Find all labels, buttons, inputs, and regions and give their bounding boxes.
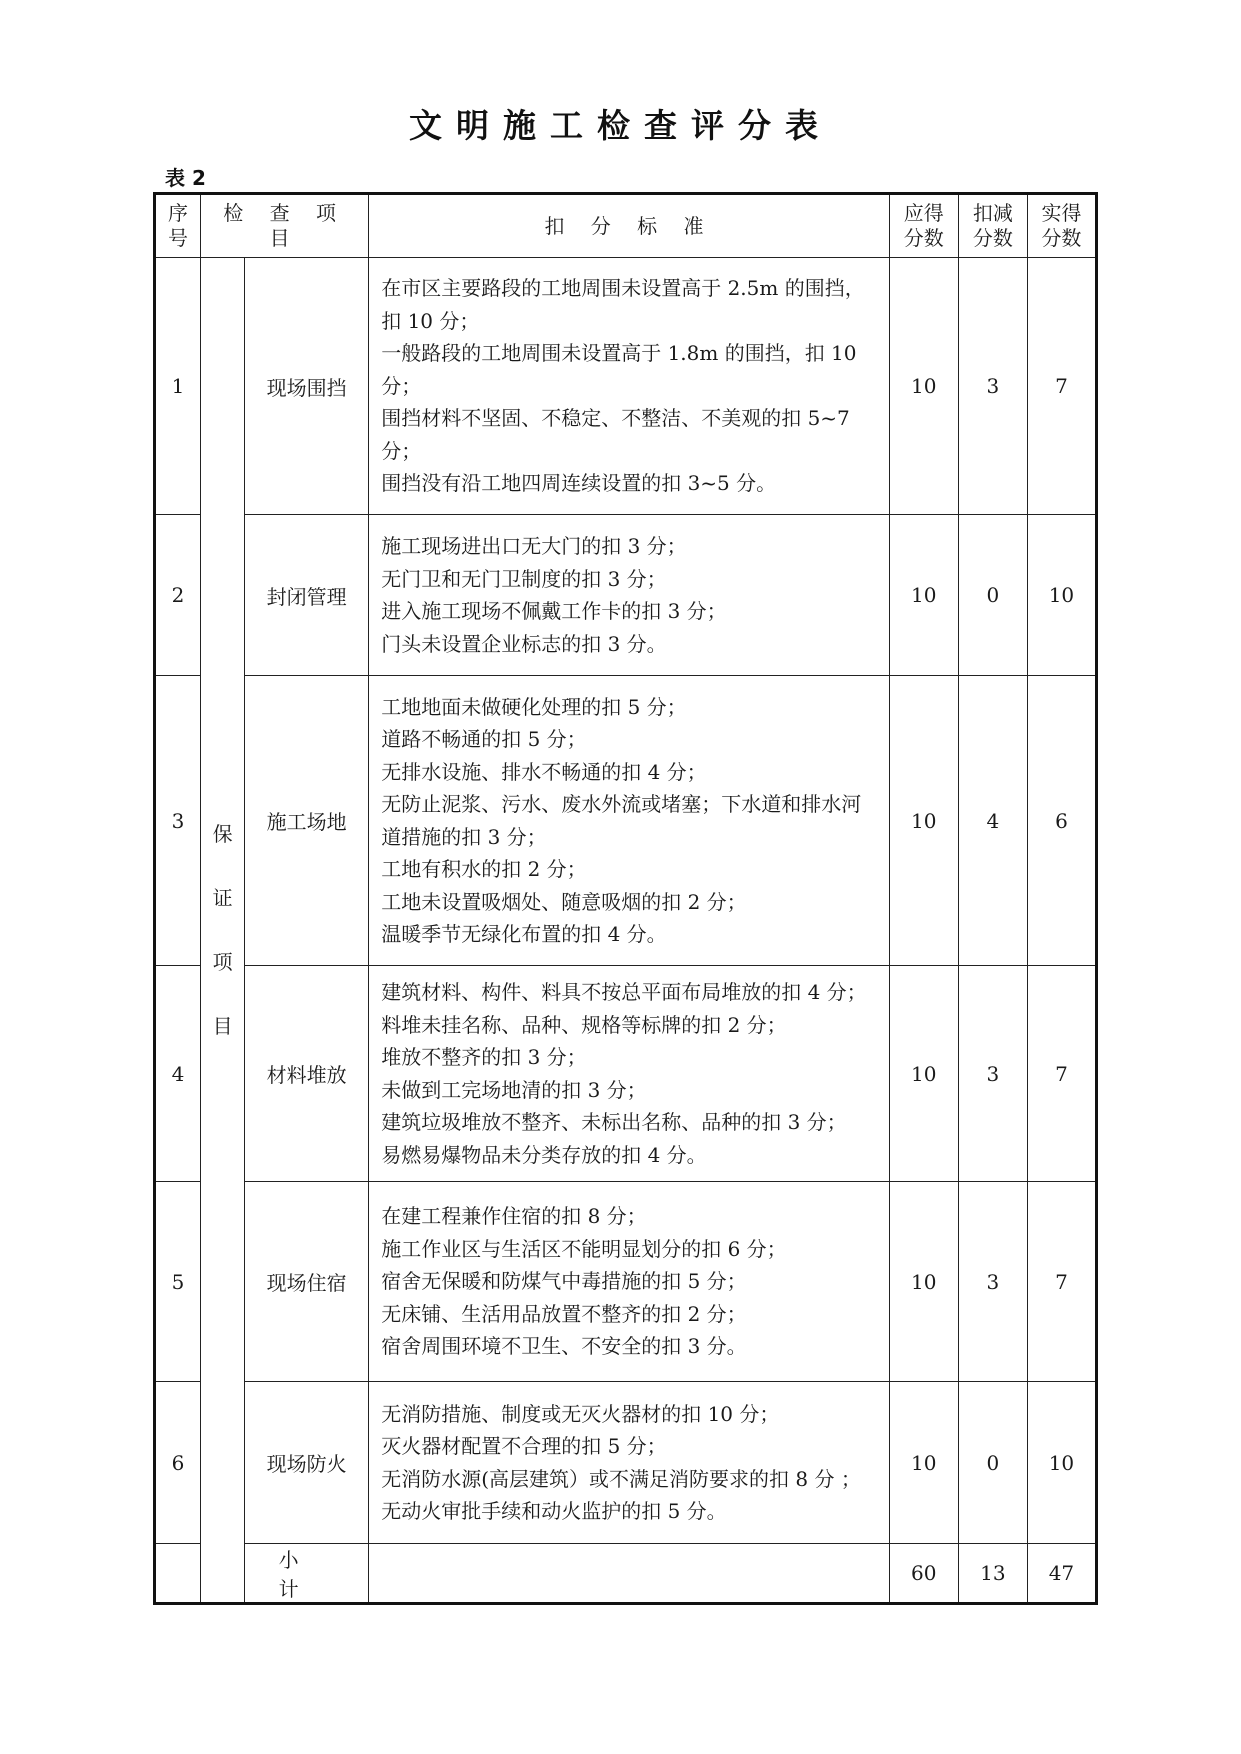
category-char: 证 <box>212 886 233 910</box>
row-seq: 1 <box>155 258 201 515</box>
header-due: 应得分数 <box>889 194 958 258</box>
row-deduct: 3 <box>958 258 1027 515</box>
criteria-line: 门头未设置企业标志的扣 3 分。 <box>381 631 667 656</box>
row-criteria <box>369 258 890 515</box>
subtotal-due: 60 <box>889 1544 958 1604</box>
criteria-line: 未做到工完场地清的扣 3 分； <box>381 1077 647 1102</box>
criteria-line: 工地未设置吸烟处、随意吸烟的扣 2 分； <box>381 889 747 914</box>
row-actual: 7 <box>1027 258 1096 515</box>
header-actual: 实得分数 <box>1027 194 1096 258</box>
row-deduct: 4 <box>958 676 1027 966</box>
criteria-line: 无床铺、生活用品放置不整齐的扣 2 分； <box>381 1301 747 1326</box>
row-actual: 6 <box>1027 676 1096 966</box>
row-criteria <box>369 966 890 1182</box>
row-actual: 7 <box>1027 1182 1096 1382</box>
criteria-line: 在市区主要路段的工地周围未设置高于 2.5m 的围挡，扣 10 分； <box>381 276 865 333</box>
header-criteria: 扣 分 标 准 <box>369 194 890 258</box>
criteria-line: 道路不畅通的扣 5 分； <box>381 727 587 751</box>
criteria-line: 施工作业区与生活区不能明显划分的扣 6 分； <box>381 1236 787 1261</box>
row-deduct: 3 <box>958 966 1027 1182</box>
criteria-line: 一般路段的工地周围未设置高于 1.8m 的围挡，扣 10 分； <box>381 341 857 398</box>
header-deduct: 扣减分数 <box>958 194 1027 258</box>
score-table <box>153 192 1098 1605</box>
header-item: 检 查 项 目 <box>201 194 369 258</box>
criteria-line: 无消防措施、制度或无灭火器材的扣 10 分； <box>381 1401 780 1426</box>
subtotal-actual: 47 <box>1027 1544 1096 1604</box>
criteria-line: 施工现场进出口无大门的扣 3 分； <box>381 534 687 558</box>
row-deduct: 0 <box>958 1382 1027 1544</box>
table-row <box>155 676 1097 966</box>
table-row <box>155 966 1097 1182</box>
criteria-line: 宿舍周围环境不卫生、不安全的扣 3 分。 <box>381 1334 747 1359</box>
criteria-line: 无防止泥浆、污水、废水外流或堵塞；下水道和排水河道措施的扣 3 分； <box>381 792 862 849</box>
row-item: 封闭管理 <box>245 515 369 676</box>
criteria-line: 易燃易爆物品未分类存放的扣 4 分。 <box>381 1142 707 1167</box>
table-row <box>155 258 1097 515</box>
header-seq: 序号 <box>155 194 201 258</box>
criteria-line: 宿舍无保暖和防煤气中毒措施的扣 5 分； <box>381 1269 747 1294</box>
row-due: 10 <box>889 676 958 966</box>
subtotal-seq <box>155 1544 201 1604</box>
criteria-line: 温暖季节无绿化布置的扣 4 分。 <box>381 922 667 946</box>
row-actual: 10 <box>1027 515 1096 676</box>
row-item: 现场住宿 <box>245 1182 369 1382</box>
row-criteria <box>369 1182 890 1382</box>
criteria-line: 建筑垃圾堆放不整齐、未标出名称、品种的扣 3 分； <box>381 1110 847 1134</box>
criteria-line: 无动火审批手续和动火监护的扣 5 分。 <box>381 1499 727 1523</box>
row-criteria <box>369 676 890 966</box>
category-label <box>201 258 245 1604</box>
criteria-line: 工地有积水的扣 2 分； <box>381 857 587 881</box>
criteria-line: 堆放不整齐的扣 3 分； <box>381 1045 587 1069</box>
subtotal-criteria <box>369 1544 890 1604</box>
row-item: 材料堆放 <box>245 966 369 1182</box>
row-seq: 4 <box>155 966 201 1182</box>
header-row <box>155 194 1097 258</box>
row-criteria <box>369 515 890 676</box>
row-actual: 7 <box>1027 966 1096 1182</box>
subtotal-deduct: 13 <box>958 1544 1027 1604</box>
row-deduct: 3 <box>958 1182 1027 1382</box>
row-item: 现场围挡 <box>245 258 369 515</box>
row-due: 10 <box>889 1182 958 1382</box>
table-row <box>155 1382 1097 1544</box>
row-item: 现场防火 <box>245 1382 369 1544</box>
row-due: 10 <box>889 1382 958 1544</box>
row-due: 10 <box>889 966 958 1182</box>
subtotal-label: 小 计 <box>245 1544 369 1604</box>
row-due: 10 <box>889 515 958 676</box>
table-label: 表 2 <box>165 166 206 190</box>
criteria-line: 无排水设施、排水不畅通的扣 4 分； <box>381 759 707 784</box>
category-char: 项 <box>212 950 233 974</box>
row-item: 施工场地 <box>245 676 369 966</box>
row-deduct: 0 <box>958 515 1027 676</box>
row-seq: 3 <box>155 676 201 966</box>
criteria-line: 无消防水源(高层建筑）或不满足消防要求的扣 8 分 ； <box>381 1466 861 1491</box>
criteria-line: 灭火器材配置不合理的扣 5 分； <box>381 1434 667 1458</box>
criteria-line: 围挡材料不坚固、不稳定、不整洁、不美观的扣 5~7 分； <box>381 406 850 463</box>
row-seq: 6 <box>155 1382 201 1544</box>
row-criteria <box>369 1382 890 1544</box>
criteria-line: 建筑材料、构件、料具不按总平面布局堆放的扣 4 分； <box>381 980 867 1004</box>
criteria-line: 在建工程兼作住宿的扣 8 分； <box>381 1204 647 1229</box>
row-due: 10 <box>889 258 958 515</box>
criteria-line: 围挡没有沿工地四周连续设置的扣 3~5 分。 <box>381 471 777 496</box>
table-row <box>155 515 1097 676</box>
row-actual: 10 <box>1027 1382 1096 1544</box>
category-char: 目 <box>212 1014 233 1038</box>
category-char: 保 <box>212 822 233 846</box>
criteria-line: 进入施工现场不佩戴工作卡的扣 3 分； <box>381 599 727 623</box>
criteria-line: 料堆未挂名称、品种、规格等标牌的扣 2 分； <box>381 1012 787 1037</box>
criteria-line: 工地地面未做硬化处理的扣 5 分； <box>381 694 687 719</box>
row-seq: 5 <box>155 1182 201 1382</box>
criteria-line: 无门卫和无门卫制度的扣 3 分； <box>381 566 667 591</box>
page-title: 文明施工检查评分表 <box>409 106 832 145</box>
row-seq: 2 <box>155 515 201 676</box>
table-row <box>155 1182 1097 1382</box>
subtotal-row <box>155 1544 1097 1604</box>
